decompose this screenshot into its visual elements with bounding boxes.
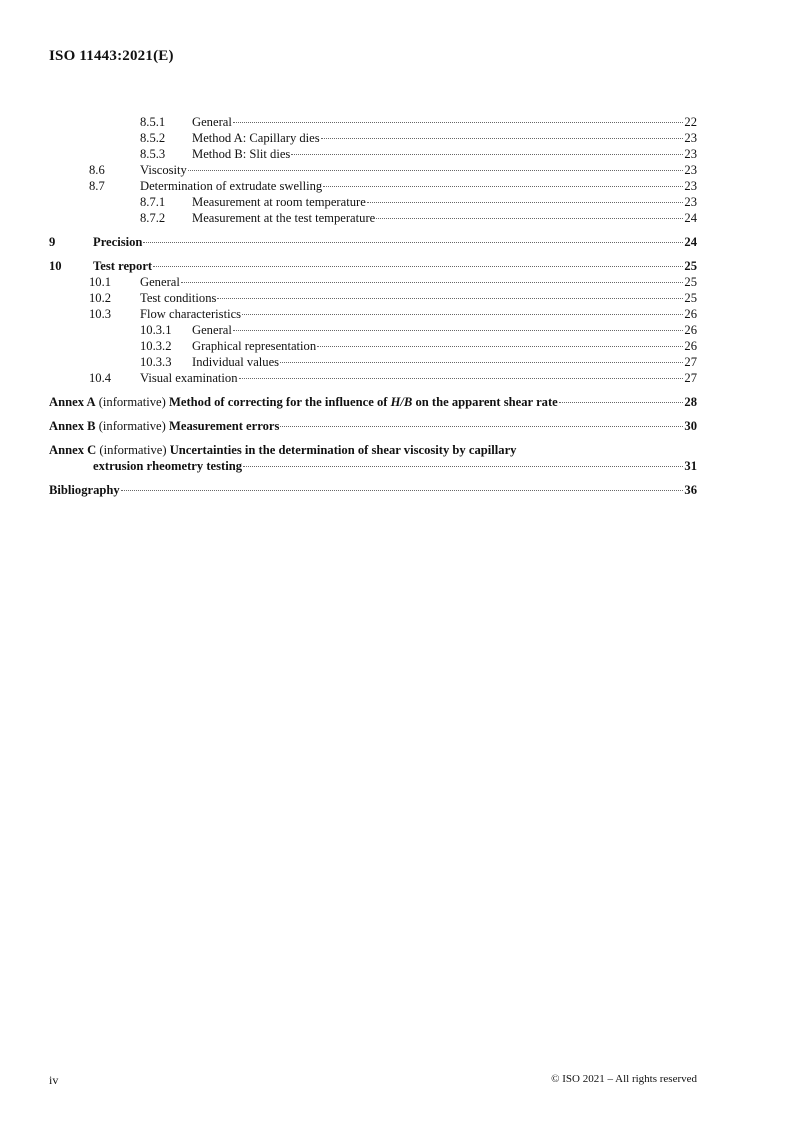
toc-page: 26 (684, 323, 697, 337)
annex-title-post: on the apparent shear rate (412, 395, 558, 409)
annex-b-heading (49, 418, 279, 434)
toc-entry-10-4[interactable] (49, 370, 697, 386)
toc-entry-annex-b[interactable] (49, 418, 697, 434)
toc-number: 10.3.3 (140, 355, 172, 369)
toc-number: 10.3.2 (140, 339, 172, 353)
toc-page: 24 (684, 235, 697, 249)
toc-title: Bibliography (49, 483, 120, 497)
toc-number: 8.6 (89, 163, 105, 177)
toc-page: 31 (684, 459, 697, 473)
toc-entry-10[interactable] (49, 258, 697, 274)
annex-c-continuation (49, 458, 697, 474)
toc-page: 36 (684, 483, 697, 497)
dot-leader (181, 282, 684, 283)
toc-number: 10.3.1 (140, 323, 172, 337)
toc-entry-10-3-2[interactable] (49, 338, 697, 354)
toc-page: 28 (684, 395, 697, 409)
toc-page: 25 (684, 291, 697, 305)
toc-title: General (140, 275, 180, 289)
toc-page: 26 (684, 307, 697, 321)
toc-entry-8-5-1[interactable] (49, 114, 697, 130)
dot-leader (188, 170, 684, 171)
dot-leader (280, 362, 683, 363)
toc-title: Individual values (192, 355, 280, 369)
annex-type: (informative) (99, 443, 167, 457)
toc-title: Precision (93, 235, 143, 249)
dot-leader (280, 426, 683, 427)
dot-leader (243, 466, 683, 467)
annex-label: Annex B (49, 419, 96, 433)
toc-page: 25 (684, 259, 697, 273)
dot-leader (239, 378, 684, 379)
dot-leader (242, 314, 683, 315)
toc-number: 10.4 (89, 371, 112, 385)
annex-c-heading (49, 442, 697, 458)
toc-title: Measurement at the test temperature (192, 211, 376, 225)
toc-page: 23 (684, 195, 697, 209)
annex-title-line2: extrusion rheometry testing (93, 459, 242, 473)
dot-leader (153, 266, 683, 267)
annex-label: Annex A (49, 395, 96, 409)
toc-entry-10-2[interactable] (49, 290, 697, 306)
toc-title: Measurement at room temperature (192, 195, 366, 209)
table-of-contents (49, 114, 697, 498)
toc-entry-annex-c[interactable] (49, 442, 697, 474)
toc-title: Graphical representation (192, 339, 317, 353)
toc-entry-8-7-1[interactable] (49, 194, 697, 210)
toc-number: 9 (49, 235, 56, 249)
toc-entry-bibliography[interactable] (49, 482, 697, 498)
annex-type: (informative) (98, 419, 166, 433)
toc-entry-10-3-3[interactable] (49, 354, 697, 370)
toc-page: 25 (684, 275, 697, 289)
dot-leader (559, 402, 684, 403)
toc-entry-10-1[interactable] (49, 274, 697, 290)
annex-title-line1: Uncertainties in the determination of shear viscosity by capillary (169, 443, 517, 457)
toc-number: 8.7.2 (140, 211, 166, 225)
dot-leader (217, 298, 683, 299)
dot-leader (376, 218, 683, 219)
toc-entry-annex-a[interactable] (49, 394, 697, 410)
toc-entry-10-3[interactable] (49, 306, 697, 322)
toc-entry-8-6[interactable] (49, 162, 697, 178)
dot-leader (323, 186, 683, 187)
toc-number: 8.5.2 (140, 131, 166, 145)
document-id-header: ISO 11443:2021(E) (49, 48, 174, 64)
toc-entry-8-5-3[interactable] (49, 146, 697, 162)
page-number: iv (49, 1073, 59, 1087)
annex-title-italic: H/B (390, 395, 413, 409)
toc-number: 8.7.1 (140, 195, 166, 209)
toc-title: Test conditions (140, 291, 217, 305)
dot-leader (143, 242, 683, 243)
toc-title: Visual examination (140, 371, 238, 385)
toc-entry-8-7-2[interactable] (49, 210, 697, 226)
toc-title: Method B: Slit dies (192, 147, 291, 161)
toc-page: 24 (684, 211, 697, 225)
toc-page: 23 (684, 163, 697, 177)
toc-title: General (192, 115, 232, 129)
toc-title: Viscosity (140, 163, 187, 177)
annex-label: Annex C (49, 443, 97, 457)
toc-number: 8.5.3 (140, 147, 166, 161)
annex-title-pre: Method of correcting for the influence of (169, 395, 391, 409)
annex-type: (informative) (98, 395, 166, 409)
dot-leader (233, 330, 684, 331)
toc-entry-8-5-2[interactable] (49, 130, 697, 146)
toc-title: Flow characteristics (140, 307, 242, 321)
toc-entry-9[interactable] (49, 234, 697, 250)
toc-entry-10-3-1[interactable] (49, 322, 697, 338)
toc-title: General (192, 323, 232, 337)
toc-page: 30 (684, 419, 697, 433)
toc-number: 10.3 (89, 307, 112, 321)
toc-number: 8.5.1 (140, 115, 166, 129)
toc-number: 10.1 (89, 275, 112, 289)
toc-page: 27 (684, 355, 697, 369)
toc-number: 8.7 (89, 179, 105, 193)
toc-page: 27 (684, 371, 697, 385)
toc-page: 23 (684, 147, 697, 161)
copyright-notice: © ISO 2021 – All rights reserved (551, 1073, 697, 1085)
toc-page: 23 (684, 131, 697, 145)
toc-number: 10.2 (89, 291, 112, 305)
dot-leader (321, 138, 684, 139)
toc-title: Test report (93, 259, 153, 273)
toc-entry-8-7[interactable] (49, 178, 697, 194)
toc-number: 10 (49, 259, 62, 273)
toc-page: 22 (684, 115, 697, 129)
dot-leader (291, 154, 683, 155)
dot-leader (121, 490, 684, 491)
toc-page: 23 (684, 179, 697, 193)
dot-leader (367, 202, 684, 203)
annex-title: Measurement errors (169, 419, 280, 433)
toc-page: 26 (684, 339, 697, 353)
toc-title: Determination of extrudate swelling (140, 179, 323, 193)
dot-leader (233, 122, 684, 123)
dot-leader (317, 346, 683, 347)
toc-title: Method A: Capillary dies (192, 131, 320, 145)
annex-a-heading (49, 394, 558, 410)
